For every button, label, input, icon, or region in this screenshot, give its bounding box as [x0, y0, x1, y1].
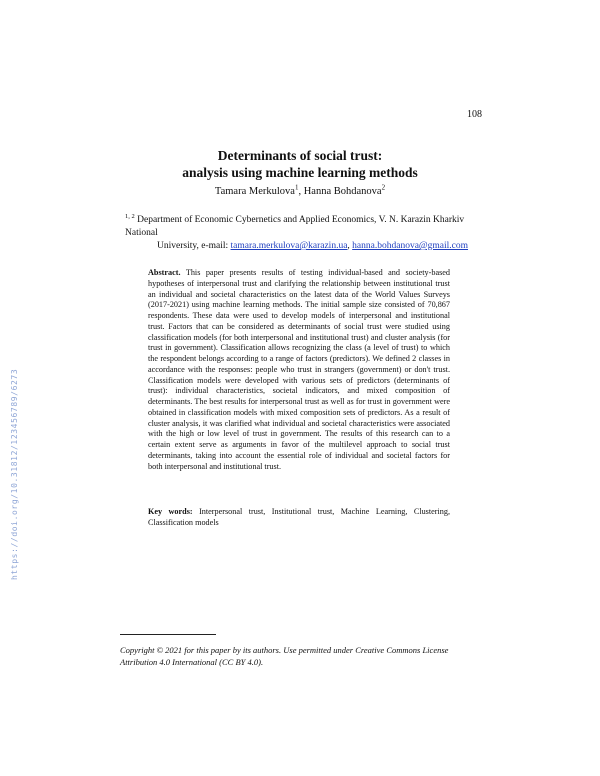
abstract-label: Abstract. — [148, 268, 181, 277]
paper-title — [120, 147, 480, 181]
author-name: Hanna Bohdanova — [303, 186, 382, 197]
keywords — [148, 507, 450, 529]
email-separator: , — [347, 241, 353, 251]
title-line-2: analysis using machine learning methods — [182, 165, 418, 180]
keywords-text: Interpersonal trust, Institutional trust, Machine Learning, Clustering, Classification models — [148, 507, 451, 527]
author-list — [120, 183, 480, 197]
doi-watermark-link[interactable]: https://doi.org/10.31812/123456789/6273 — [10, 368, 19, 580]
affiliation — [125, 214, 475, 253]
author-affiliation-mark: 1 — [294, 183, 299, 192]
email-link[interactable]: hanna.bohdanova@gmail.com — [352, 241, 469, 251]
author-separator: , — [298, 186, 304, 197]
author-name: Tamara Merkulova — [214, 186, 295, 197]
keywords-label: Key words: — [148, 507, 193, 516]
footnote-divider — [120, 634, 216, 635]
email-link[interactable]: tamara.merkulova@karazin.ua — [230, 241, 348, 251]
affiliation-contact — [125, 240, 475, 253]
page-number: 108 — [467, 109, 482, 120]
title-line-1: Determinants of social trust: — [217, 148, 383, 163]
affiliation-department: Department of Economic Cybernetics and Applied Economics, V. N. Karazin Kharkiv National — [125, 215, 465, 238]
author-affiliation-mark: 2 — [381, 183, 386, 192]
affiliation-mark: 1, 2 — [125, 212, 135, 220]
copyright-notice: Copyright © 2021 for this paper by its authors. Use permitted under Creative Commons License Attribution 4.0 International (CC BY 4.0). — [120, 645, 449, 667]
affiliation-university: University, e-mail: — [157, 241, 231, 251]
abstract — [148, 268, 450, 472]
abstract-text: This paper presents results of testing individual-based and society-based hypotheses of interpersonal trust and clarifying the relationship between institutional trust an individual and societal characteristics on the latest data of the World Values Surveys (2017-2021) using machine learning methods. The initial sample size consisted of 70,867 respondents. These data were used to develop models of interpersonal and institutional trust. Factors that can be considered as determinants of social trust were studied using classification models (for both interpersonal and institutional trust) and cluster analysis (for trust in government). Classification allows recognizing the class (a level of trust) to which the respondent belongs according to a range of factors (predictors). We defined 2 classes in accordance with the responses: people who trust in strangers (government) or don't trust. Classification models were developed with various sets of predictors (determinants of trust): individual characteristics, societal indicators, and mixed composition of determinants. The best results for interpersonal trust as well as for trust in government were obtained in classification models with mixed composition sets of predictors. As a result of cluster analysis, it was clarified what individual and societal characteristics were associated with the high or low level of trust in government. The results of this research can to a certain extent serve as arguments in favor of the multilevel approach to social trust determinants, taking into account the essential role of individual and societal factors for both interpersonal and institutional trust. — [148, 268, 450, 471]
